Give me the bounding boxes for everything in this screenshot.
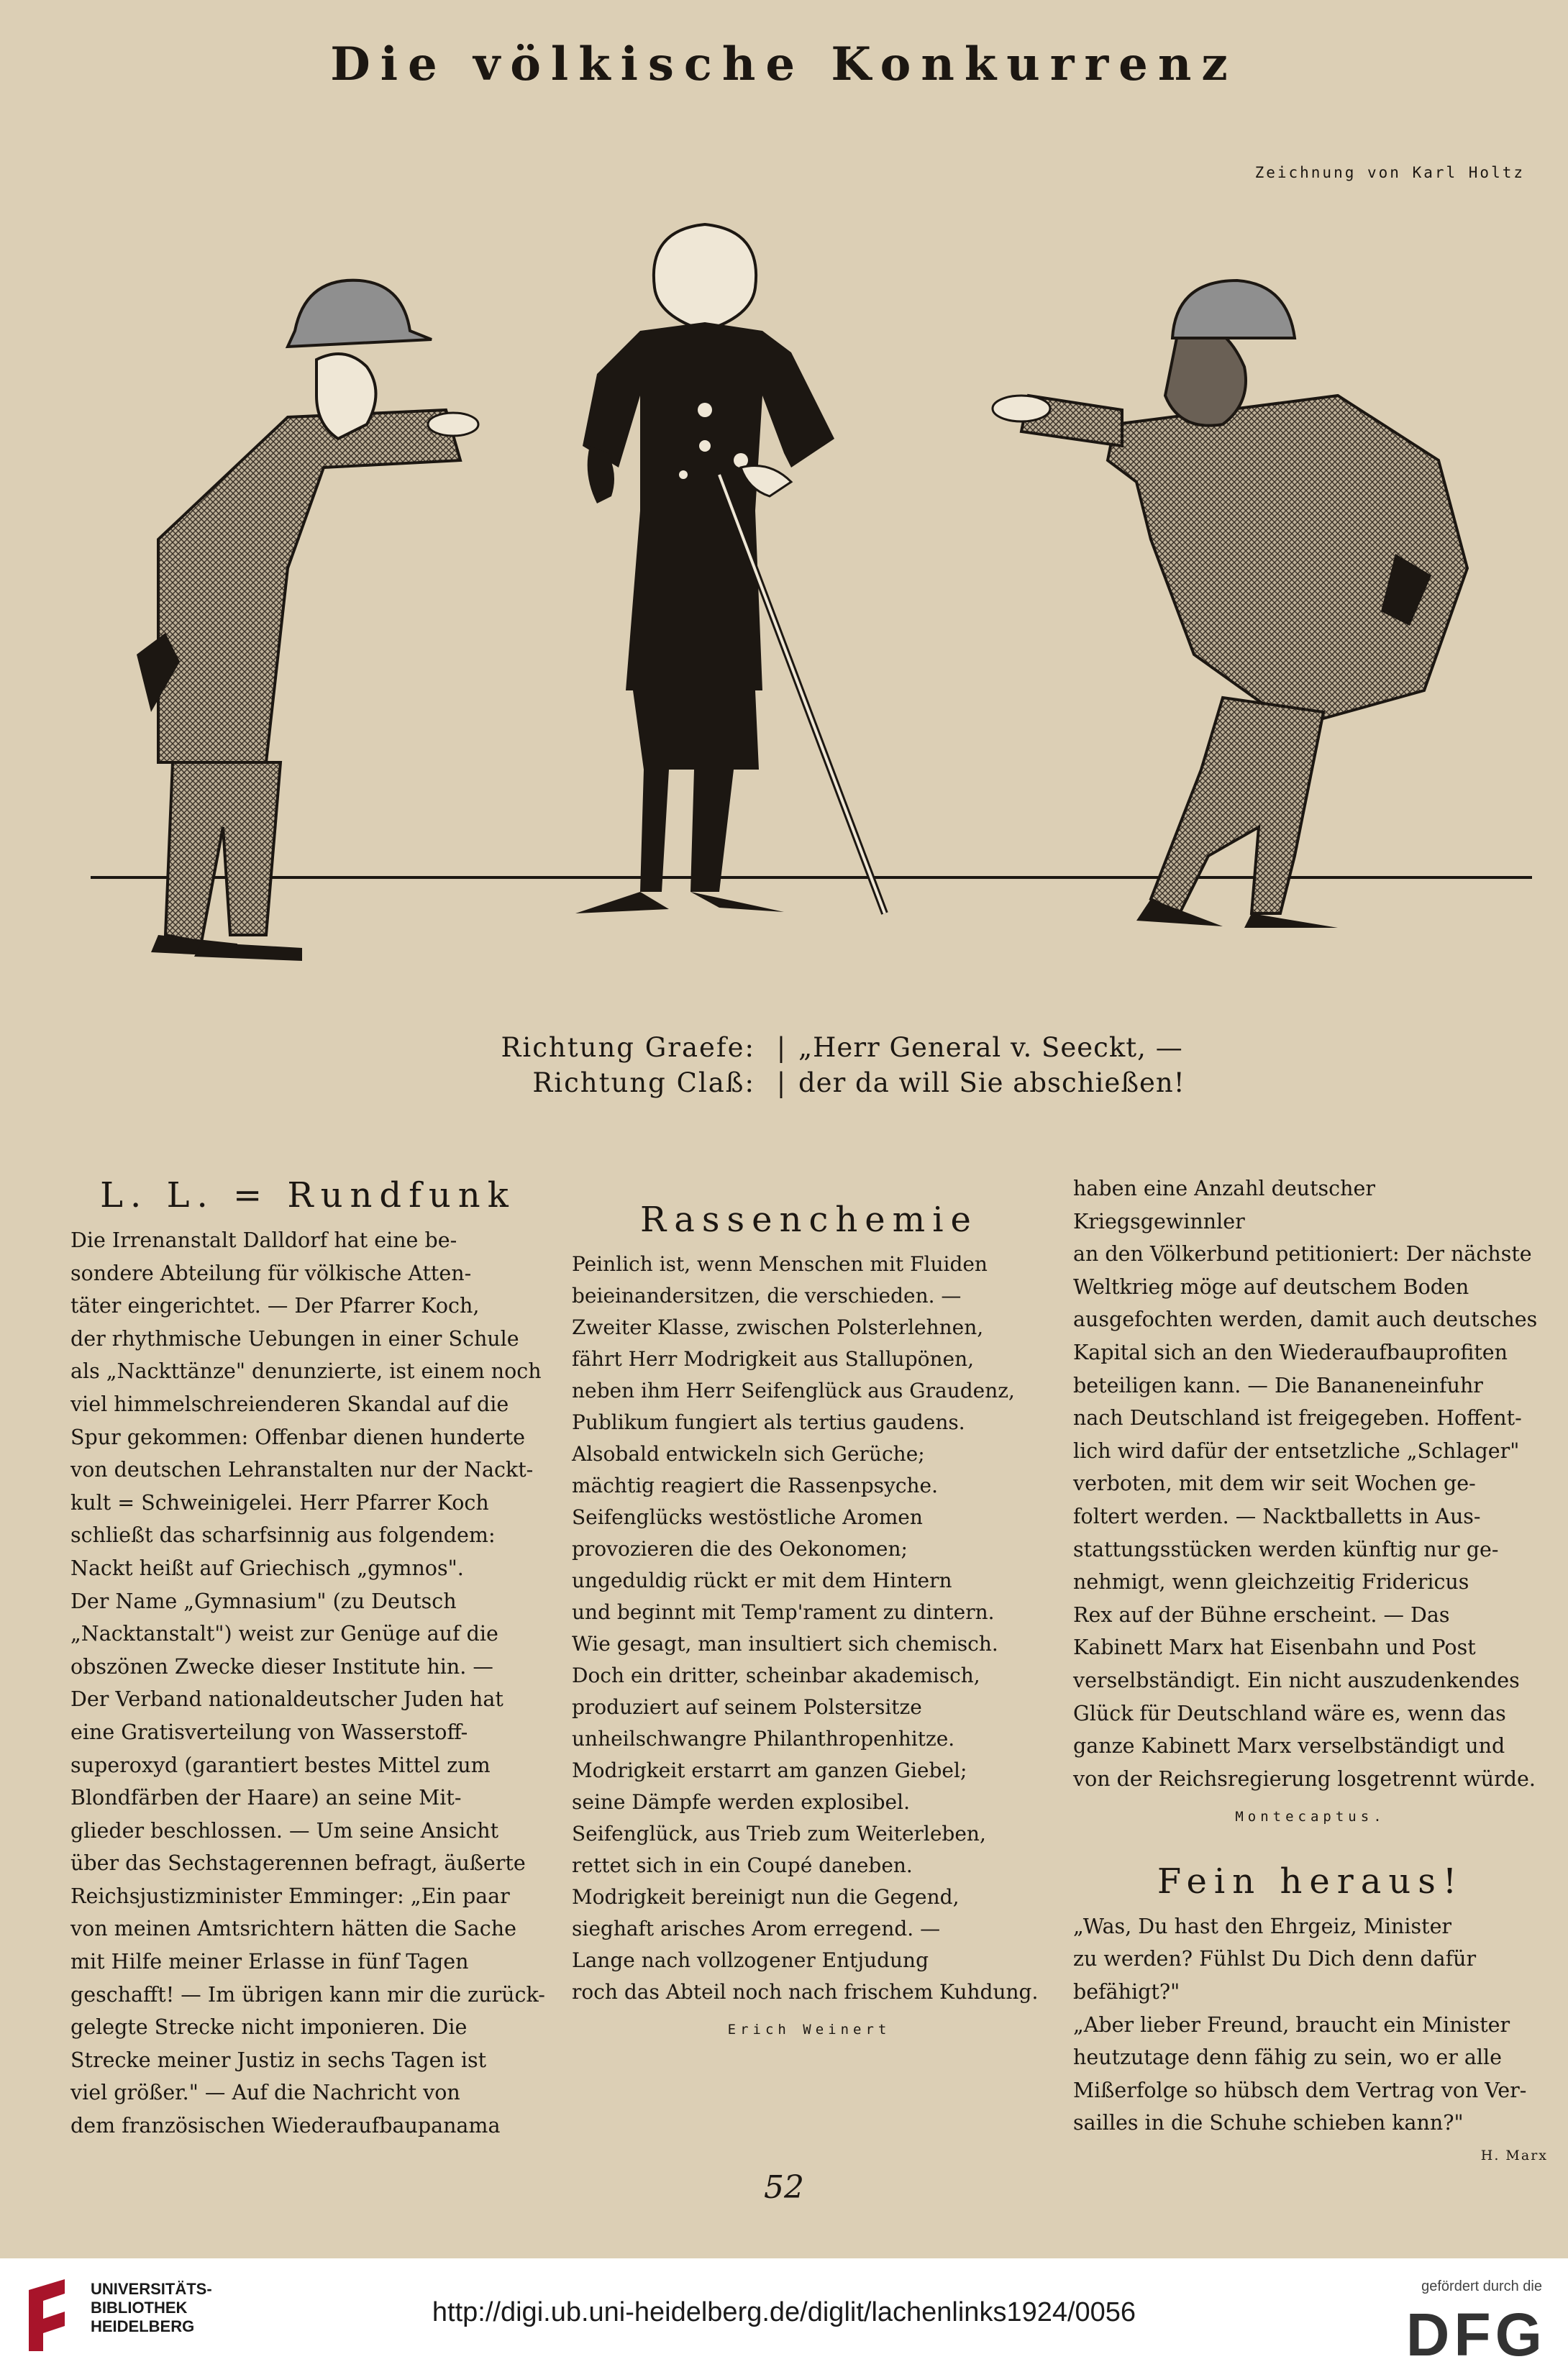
cartoon-illustration	[72, 137, 1539, 1043]
text-line: Modrigkeit bereinigt nun die Gegend,	[572, 1885, 960, 1909]
column-3	[1073, 1172, 1548, 2173]
text-line: sondere Abteilung für völkische Atten-	[70, 1261, 472, 1285]
text-line: gelegte Strecke nicht imponieren. Die	[70, 2015, 468, 2040]
text-line: glieder beschlossen. — Um seine Ansicht	[70, 1818, 499, 1843]
text-line: lich wird dafür der entsetzliche „Schlager"	[1073, 1438, 1520, 1463]
text-line: Doch ein dritter, scheinbar akademisch,	[572, 1664, 980, 1687]
illustration-credit: Zeichnung von Karl Holtz	[1254, 164, 1525, 181]
text-line: Strecke meiner Justiz in sechs Tagen ist	[70, 2048, 487, 2072]
text-line: Spur gekommen: Offenbar dienen hunderte	[70, 1425, 526, 1449]
text-line: Modrigkeit erstarrt am ganzen Giebel;	[572, 1759, 967, 1782]
column-1	[70, 1172, 545, 2143]
text-line: Wie gesagt, man insultiert sich chemisch.	[572, 1632, 998, 1656]
text-line: sieghaft arisches Arom erregend. —	[572, 1917, 941, 1940]
text-line: Peinlich ist, wenn Menschen mit Fluiden	[572, 1252, 988, 1276]
text-line: Kapital sich an den Wiederaufbauprofiten	[1073, 1340, 1508, 1364]
library-name-line: BIBLIOTHEK	[91, 2299, 188, 2317]
text-line: Der Name „Gymnasium" (zu Deutsch	[70, 1589, 457, 1613]
caption-line: „Herr General v. Seeckt, —	[798, 1032, 1183, 1063]
text-line: superoxyd (garantiert bestes Mittel zum	[70, 1753, 491, 1777]
column-heading: L. L. = Rundfunk	[100, 1175, 516, 1215]
text-line: roch das Abteil noch nach frischem Kuhdung.	[572, 1980, 1039, 2004]
text-line: geschafft! — Im übrigen kann mir die zurück-	[70, 1982, 545, 2007]
column-2	[572, 1172, 1047, 2047]
text-line: sailles in die Schuhe schieben kann?"	[1073, 2111, 1464, 2135]
text-line: Publikum fungiert als tertius gaudens.	[572, 1410, 965, 1434]
caption-row	[468, 1030, 1187, 1065]
text-line: Glück für Deutschland wäre es, wenn das	[1073, 1701, 1506, 1725]
caption-line: der da will Sie abschießen!	[798, 1067, 1185, 1098]
page-title: Die völkische Konkurrenz	[330, 37, 1238, 91]
text-line: nehmigt, wenn gleichzeitig Fridericus	[1073, 1570, 1469, 1595]
text-line: unheilschwangre Philanthropenhitze.	[572, 1727, 955, 1751]
dfg-logo: DFG	[1405, 2301, 1546, 2368]
figure-general	[575, 224, 885, 913]
text-line: ausgefochten werden, damit auch deutsches	[1073, 1308, 1538, 1332]
text-line: schließt das scharfsinnig aus folgendem:	[70, 1523, 496, 1548]
text-line: verselbständigt. Ein nicht auszudenkendes	[1073, 1668, 1520, 1692]
text-line: von der Reichsregierung losgetrennt würde.	[1073, 1766, 1536, 1791]
text-line: mächtig reagiert die Rassenpsyche.	[572, 1474, 939, 1497]
figure-right	[993, 280, 1467, 928]
text-line: nach Deutschland ist freigegeben. Hoffent-	[1073, 1406, 1522, 1431]
text-line: täter eingerichtet. — Der Pfarrer Koch,	[70, 1294, 480, 1318]
library-name-line: HEIDELBERG	[91, 2317, 195, 2335]
text-line: beteiligen kann. — Die Bananeneinfuhr	[1073, 1373, 1483, 1397]
text-line: Zweiter Klasse, zwischen Polsterlehnen,	[572, 1315, 984, 1339]
text-line: als „Nackttänze" denunzierte, ist einem noch	[70, 1359, 542, 1384]
text-line: ganze Kabinett Marx verselbständigt und	[1073, 1734, 1505, 1759]
caption-brace: |	[776, 1067, 786, 1098]
text-line: von deutschen Lehranstalten nur der Nackt-	[70, 1458, 534, 1482]
text-line: produziert auf seinem Polstersitze	[572, 1695, 922, 1719]
text-line: „Was, Du hast den Ehrgeiz, Minister	[1073, 1914, 1452, 1938]
text-line: Nackt heißt auf Griechisch „gymnos".	[70, 1556, 464, 1580]
text-line: ungeduldig rückt er mit dem Hintern	[572, 1569, 952, 1592]
text-line: eine Gratisverteilung von Wasserstoff-	[70, 1720, 468, 1744]
text-line: Alsobald entwickeln sich Gerüche;	[572, 1442, 925, 1466]
dialogue-signature: H. Marx	[1480, 2148, 1548, 2164]
dialogue-body	[1073, 1910, 1548, 2140]
funded-by-label: gefördert durch die	[1421, 2279, 1542, 2294]
text-line: Die Irrenanstalt Dalldorf hat eine be-	[70, 1228, 457, 1252]
poem-body	[572, 1249, 1047, 2008]
text-line: Reichsjustizminister Emminger: „Ein paar	[70, 1884, 510, 1908]
caption-row	[468, 1065, 1187, 1100]
text-line: viel himmelschreienderen Skandal auf die	[70, 1392, 509, 1416]
text-line: befähigt?"	[1073, 1980, 1180, 2004]
text-line: von meinen Amtsrichtern hätten die Sache	[70, 1917, 516, 1941]
text-line: der rhythmische Uebungen in einer Schule	[70, 1326, 519, 1351]
article-body	[1073, 1172, 1548, 1795]
text-line: seine Dämpfe werden explosibel.	[572, 1790, 910, 1814]
text-line: provozieren die des Oekonomen;	[572, 1537, 908, 1561]
text-line: rettet sich in ein Coupé daneben.	[572, 1853, 913, 1877]
caption-brace: |	[776, 1032, 786, 1063]
figure-left	[137, 280, 478, 961]
text-line: neben ihm Herr Seifenglück aus Graudenz,	[572, 1379, 1015, 1402]
text-line: Seifenglück, aus Trieb zum Weiterleben,	[572, 1822, 986, 1846]
column-heading: Fein heraus!	[1157, 1861, 1464, 1902]
article-signature: Montecaptus.	[1235, 1809, 1386, 1825]
text-line: verboten, mit dem wir seit Wochen ge-	[1073, 1472, 1476, 1496]
text-line: obszönen Zwecke dieser Institute hin. —	[70, 1654, 493, 1679]
page-number: 52	[764, 2169, 804, 2206]
text-line: viel größer." — Auf die Nachricht von	[70, 2081, 460, 2105]
text-line: zu werden? Fühlst Du Dich denn dafür	[1073, 1947, 1477, 1971]
text-line: Mißerfolge so hübsch dem Vertrag von Ver-	[1073, 2078, 1527, 2102]
text-line: Weltkrieg möge auf deutschem Boden	[1073, 1274, 1469, 1299]
text-line: kult = Schweinigelei. Herr Pfarrer Koch	[70, 1490, 489, 1515]
text-line: foltert werden. — Nacktballetts in Aus-	[1073, 1504, 1481, 1528]
text-line: über das Sechstagerennen befragt, äußerte	[70, 1851, 526, 1876]
library-name-line: UNIVERSITÄTS-	[91, 2280, 212, 2298]
poem-signature: Erich Weinert	[727, 2022, 891, 2038]
source-url-link[interactable]: http://digi.ub.uni-heidelberg.de/diglit/lachenlinks1924/0056	[432, 2297, 1136, 2327]
caption-speaker: Richtung Graefe:	[501, 1032, 755, 1063]
text-line: dem französischen Wiederaufbaupanama	[70, 2114, 501, 2138]
text-line: Der Verband nationaldeutscher Juden hat	[70, 1687, 503, 1712]
cartoon-caption	[468, 1030, 1187, 1100]
text-line: „Nacktanstalt") weist zur Genüge auf die	[70, 1622, 498, 1646]
text-line: Rex auf der Bühne erscheint. — Das	[1073, 1602, 1450, 1627]
footer-bar	[0, 2258, 1568, 2372]
text-line: haben eine Anzahl deutscher Kriegsgewinnler	[1073, 1177, 1375, 1233]
text-line: Kabinett Marx hat Eisenbahn und Post	[1073, 1636, 1476, 1660]
text-line: heutzutage denn fähig zu sein, wo er alle	[1073, 2045, 1502, 2070]
text-line: an den Völkerbund petitioniert: Der nächste	[1073, 1242, 1532, 1267]
text-line: Blondfärben der Haare) an seine Mit-	[70, 1786, 462, 1810]
text-line: fährt Herr Modrigkeit aus Stallupönen,	[572, 1347, 975, 1371]
text-line: Lange nach vollzogener Entjudung	[572, 1948, 929, 1972]
text-line: mit Hilfe meiner Erlasse in fünf Tagen	[70, 1950, 469, 1974]
poem-heading: Rassenchemie	[640, 1200, 978, 1240]
text-line: Seifenglücks westöstliche Aromen	[572, 1505, 923, 1529]
text-line: beieinandersitzen, die verschieden. —	[572, 1284, 962, 1308]
text-line: „Aber lieber Freund, braucht ein Minister	[1073, 2012, 1510, 2037]
article-body	[70, 1224, 545, 2143]
text-line: stattungsstücken werden künftig nur ge-	[1073, 1537, 1499, 1561]
text-line: und beginnt mit Temp'rament zu dintern.	[572, 1600, 995, 1624]
caption-speaker: Richtung Claß:	[532, 1067, 755, 1098]
